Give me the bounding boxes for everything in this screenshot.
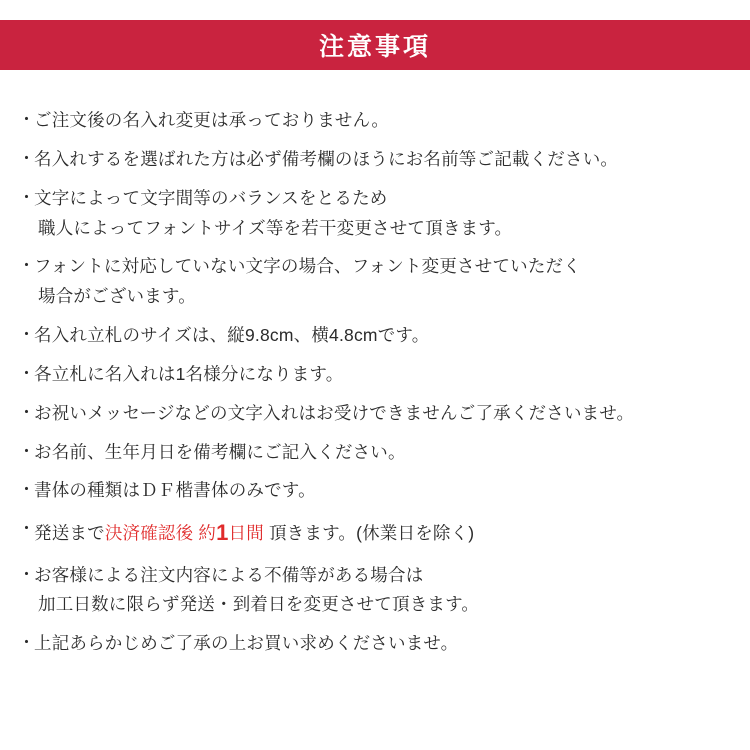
page-title: 注意事項 bbox=[318, 33, 431, 61]
list-item-text bbox=[34, 563, 734, 618]
list-item-line bbox=[34, 108, 734, 133]
list-item-text bbox=[34, 401, 734, 426]
list-item bbox=[18, 478, 734, 503]
list-item-line bbox=[34, 478, 734, 503]
text-segment: お祝いメッセージなどの文字入れはお受けできませんご了承くださいませ。 bbox=[34, 402, 635, 423]
list-item bbox=[18, 517, 734, 548]
list-item-text bbox=[34, 631, 734, 656]
bullet-icon: ・ bbox=[18, 148, 35, 168]
list-item-line bbox=[34, 592, 734, 617]
text-segment: 上記あらかじめご了承の上お買い求めくださいませ。 bbox=[34, 633, 459, 654]
list-item-line bbox=[34, 631, 734, 656]
list-item bbox=[18, 186, 734, 241]
list-item-line bbox=[34, 362, 734, 387]
list-item bbox=[18, 631, 734, 656]
bullet-icon: ・ bbox=[18, 402, 35, 422]
text-segment: フォントに対応していない文字の場合、フォント変更させていただく bbox=[34, 256, 581, 277]
highlighted-text: 決済確認後 約 bbox=[104, 523, 217, 544]
text-segment: 場合がございます。 bbox=[38, 286, 196, 307]
notice-header-band bbox=[0, 20, 750, 70]
list-item-line bbox=[34, 284, 734, 309]
list-item-line bbox=[34, 517, 734, 548]
text-segment: 文字によって文字間等のバランスをとるため bbox=[34, 187, 388, 208]
list-item-line bbox=[34, 401, 734, 426]
list-item bbox=[18, 362, 734, 387]
list-item bbox=[18, 254, 734, 309]
list-item-line bbox=[34, 147, 734, 172]
list-item-text bbox=[34, 517, 734, 548]
bullet-icon: ・ bbox=[18, 363, 35, 383]
bullet-icon: ・ bbox=[18, 110, 35, 129]
bullet-icon: ・ bbox=[18, 325, 35, 345]
text-segment: お客様による注文内容による不備等がある場合は bbox=[34, 564, 424, 585]
list-item-line bbox=[34, 563, 734, 588]
list-item bbox=[18, 563, 734, 618]
bullet-icon: ・ bbox=[18, 441, 35, 461]
list-item-text bbox=[34, 254, 734, 309]
list-item-text bbox=[34, 323, 734, 348]
text-segment: ご注文後の名入れ変更は承っておりません。 bbox=[34, 110, 390, 130]
list-item-text bbox=[34, 186, 734, 241]
text-segment: 頂きます。(休業日を除く) bbox=[263, 523, 475, 544]
text-segment: 名入れするを選ばれた方は必ず備考欄のほうにお名前等ご記載ください。 bbox=[34, 148, 619, 169]
bullet-icon: ・ bbox=[18, 519, 35, 539]
notice-list bbox=[18, 108, 734, 670]
list-item bbox=[18, 108, 734, 133]
highlighted-number: 1 bbox=[216, 520, 229, 546]
list-item-text bbox=[34, 362, 734, 387]
list-item-line bbox=[34, 440, 734, 465]
list-item-text bbox=[34, 440, 734, 465]
list-item bbox=[18, 401, 734, 426]
text-segment: 職人によってフォントサイズ等を若干変更させて頂きます。 bbox=[38, 217, 513, 238]
list-item bbox=[18, 440, 734, 465]
text-segment: 加工日数に限らず発送・到着日を変更させて頂きます。 bbox=[38, 594, 480, 615]
list-item bbox=[18, 147, 734, 172]
bullet-icon: ・ bbox=[18, 480, 35, 500]
text-segment: 書体の種類はＤＦ楷書体のみです。 bbox=[34, 480, 316, 501]
text-segment: 名入れ立札のサイズは、縦9.8cm、横4.8cmです。 bbox=[34, 325, 430, 346]
text-segment: 発送まで bbox=[34, 523, 105, 544]
list-item-line bbox=[34, 323, 734, 348]
list-item-line bbox=[34, 186, 734, 211]
list-item-line bbox=[34, 216, 734, 241]
text-segment: 各立札に名入れは1名様分になります。 bbox=[34, 363, 344, 384]
list-item-text bbox=[34, 108, 734, 133]
bullet-icon: ・ bbox=[18, 564, 35, 584]
bullet-icon: ・ bbox=[18, 187, 35, 207]
highlighted-text: 日間 bbox=[228, 523, 264, 544]
list-item-line bbox=[34, 254, 734, 279]
list-item-text bbox=[34, 478, 734, 503]
text-segment: お名前、生年月日を備考欄にご記入ください。 bbox=[34, 441, 406, 462]
list-item-text bbox=[34, 147, 734, 172]
list-item bbox=[18, 323, 734, 348]
bullet-icon: ・ bbox=[18, 633, 35, 653]
bullet-icon: ・ bbox=[18, 256, 35, 276]
